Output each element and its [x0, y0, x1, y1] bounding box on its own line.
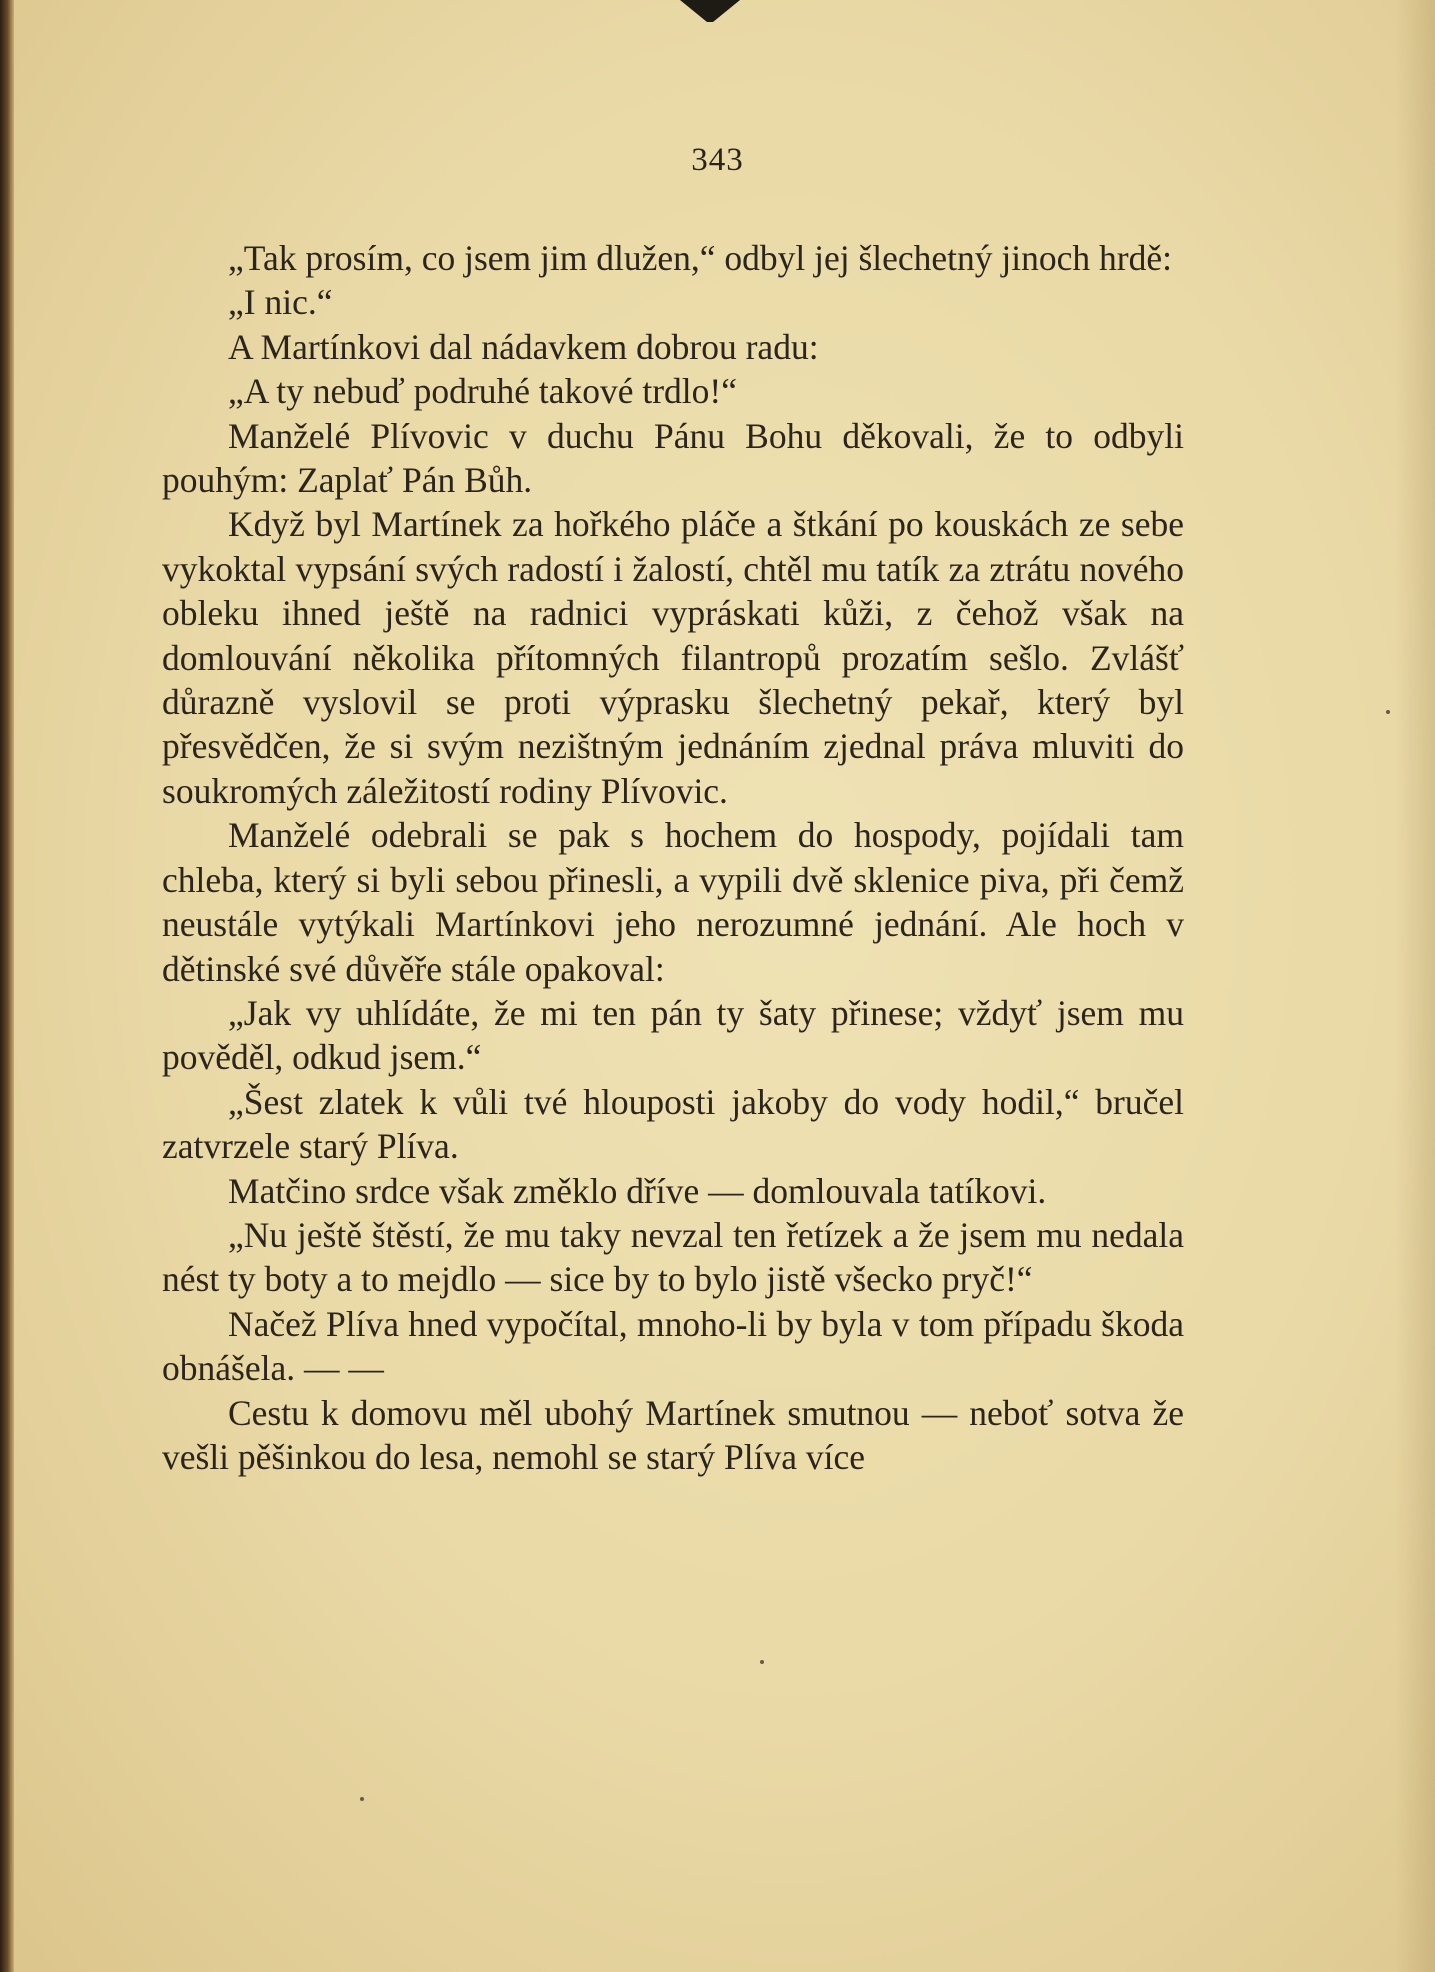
page-shadow: [1395, 0, 1435, 1972]
paper-speck: [760, 1660, 764, 1664]
paragraph: „Nu ještě štěstí, že mu taky nevzal ten řetízek a že jsem mu nedala nést ty boty a to mejdlo — sice by to bylo jistě všecko pryč!“: [162, 1214, 1184, 1300]
paragraph: Manželé Plívovic v duchu Pánu Bohu děkovali, že to odbyli pouhým: Zaplať Pán Bůh.: [162, 415, 1184, 501]
paragraph: „A ty nebuď podruhé takové trdlo!“: [228, 371, 737, 412]
paragraph: „Tak prosím, co jsem jim dlužen,“ odbyl jej šlechetný jinoch hrdě:: [228, 238, 1172, 278]
paragraph: Manželé odebrali se pak s hochem do hospody, pojídali tam chleba, který si byli sebou přinesli, a vypili dvě sklenice piva, při čemž neustále vytýkali Martínkovi jeho nerozumné jednání. Ale hoch v dětinské své důvěře stále opakoval:: [162, 815, 1184, 989]
paragraph: A Martínkovi dal nádavkem dobrou radu:: [228, 326, 819, 367]
page-number: 343: [691, 142, 744, 178]
binding-edge: [0, 0, 14, 1972]
paragraph: Cestu k domovu měl ubohý Martínek smutnou — neboť sotva že vešli pěšinkou do lesa, nemohl se starý Plíva více: [162, 1392, 1184, 1477]
paper-speck: [360, 1797, 364, 1801]
top-binding-mark: [680, 0, 740, 22]
paragraph: Matčino srdce však změklo dříve — domlouvala tatíkovi.: [228, 1170, 1047, 1211]
paragraph: „Jak vy uhlídáte, že mi ten pán ty šaty přinese; vždyť jsem mu pověděl, odkud jsem.“: [162, 992, 1184, 1078]
paragraph: „Šest zlatek k vůli tvé hlouposti jakoby do vody hodil,“ bručel zatvrzele starý Plíva.: [162, 1081, 1184, 1167]
body-text: [162, 236, 1184, 1479]
paragraph: Když byl Martínek za hořkého pláče a štkání po kouskách ze sebe vykoktal vypsání svých radostí i žalostí, chtěl mu tatík za ztrátu nového obleku ihned ještě na radnici vypráskati kůži, z čehož však na domlouvání několika přítomných filantropů prozatím sešlo. Zvlášť důrazně vyslovil se proti výprasku šlechetný pekař, který byl přesvědčen, že si svým nezištným jednáním zjednal práva mluviti do soukromých záležitostí rodiny Plívovic.: [162, 504, 1184, 811]
paragraph: „I nic.“: [228, 282, 333, 323]
paragraph: Načež Plíva hned vypočítal, mnoho-li by byla v tom případu škoda obnášela. — —: [162, 1303, 1184, 1389]
paper-speck: [1386, 710, 1390, 714]
